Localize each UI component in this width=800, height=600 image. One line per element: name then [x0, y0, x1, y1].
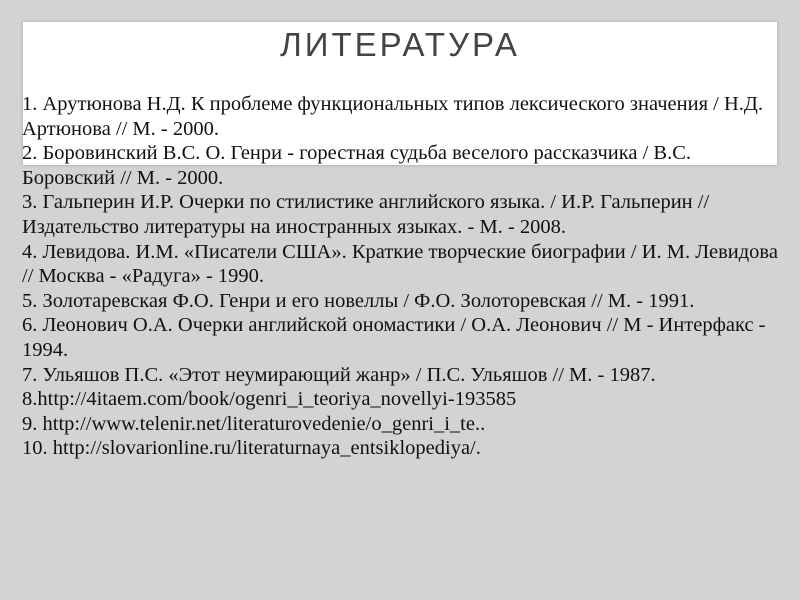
reference-item-3: 3. Гальперин И.Р. Очерки по стилистике английского языка. / И.Р. Гальперин // Издательство литературы на иностранных языках. - М. - 2008.: [22, 191, 710, 238]
reference-item-5: 5. Золотаревская Ф.О. Генри и его новеллы / Ф.О. Золоторевская // М. - 1991.: [22, 289, 695, 312]
reference-item-8: 8.http://4itaem.com/book/ogenri_i_teoriya_novellyi-193585: [22, 388, 517, 411]
reference-item-6: 6. Леонович О.А. Очерки английской ономастики / О.А. Леонович // М - Интерфакс - 1994.: [22, 314, 766, 361]
reference-list: [22, 92, 782, 461]
reference-item-10: 10. http://slovarionline.ru/literaturnaya_entsiklopediya/.: [22, 437, 481, 460]
reference-item-7: 7. Ульяшов П.С. «Этот неумирающий жанр» / П.С. Ульяшов // М. - 1987.: [22, 363, 656, 386]
reference-item-4: 4. Левидова. И.М. «Писатели США». Краткие творческие биографии / И. М. Левидова // Москва - «Радуга» - 1990.: [22, 240, 778, 288]
reference-item-1: 1. Арутюнова Н.Д. К проблеме функциональных типов лексического значения / Н.Д. Артюнова // М. - 2000.: [22, 93, 764, 140]
reference-item-9: 9. http://www.telenir.net/literaturovedenie/o_genri_i_te..: [22, 412, 486, 435]
slide-title: ЛИТЕРАТУРА: [280, 26, 520, 63]
reference-item-2: 2. Боровинский В.С. О. Генри - горестная судьба веселого рассказчика / В.С. Боровский // М. - 2000.: [22, 142, 692, 189]
